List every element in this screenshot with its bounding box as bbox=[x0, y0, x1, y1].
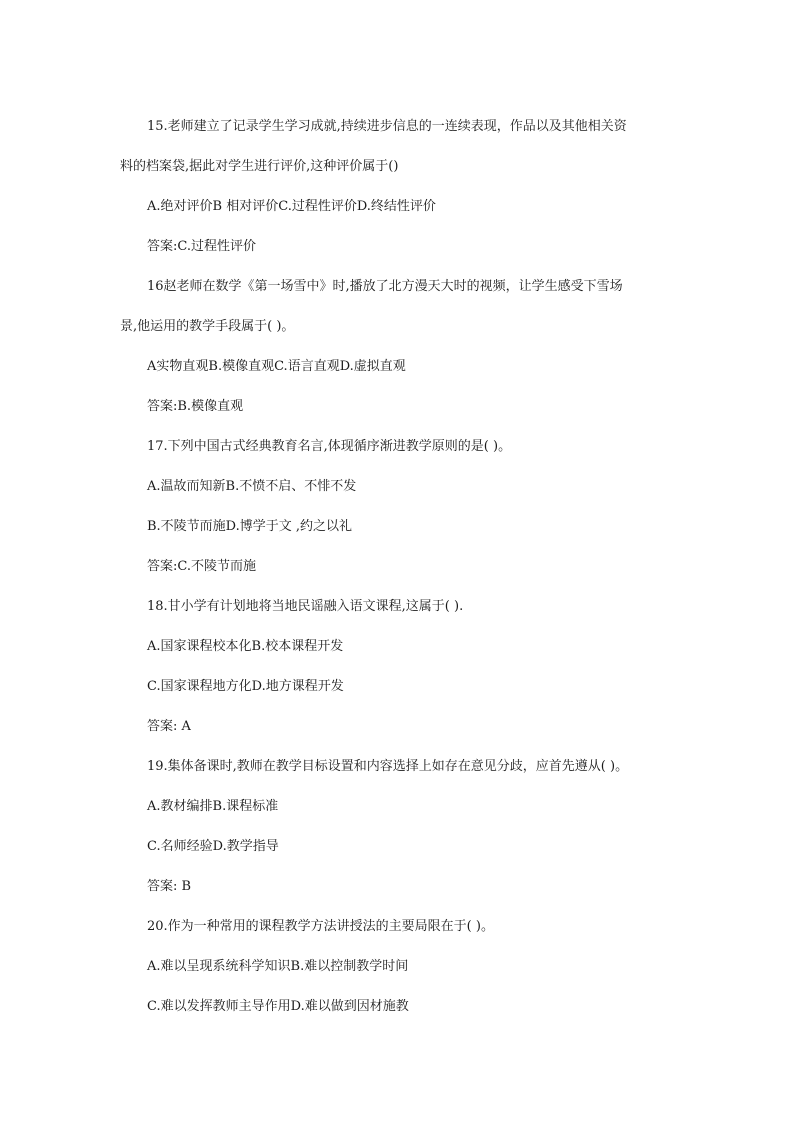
question-20-options-line1: A.难以呈现系统科学知识B.难以控制教学时间 bbox=[147, 959, 409, 974]
question-17-options-line1: A.温故而知新B.不愤不启、不悱不发 bbox=[147, 479, 357, 494]
question-16-answer: 答案:B.模像直观 bbox=[147, 399, 244, 414]
question-18-options-line1: A.国家课程校本化B.校本课程开发 bbox=[147, 639, 344, 654]
question-20-text: 20.作为一种常用的课程教学方法讲授法的主要局限在于( )。 bbox=[147, 919, 494, 934]
question-17-options-line2: B.不陵节而施D.博学于文 ,约之以礼 bbox=[147, 519, 353, 534]
question-16-text-line2: 景,他运用的教学手段属于( )。 bbox=[120, 319, 295, 334]
question-18-answer: 答案: A bbox=[147, 719, 191, 734]
question-20-options-line2: C.难以发挥教师主导作用D.难以做到因材施教 bbox=[147, 999, 409, 1014]
question-19-text: 19.集体备课时,教师在教学目标设置和内容选择上如存在意见分歧，应首先遵从( )。 bbox=[147, 759, 629, 774]
question-19-options-line1: A.教材编排B.课程标准 bbox=[147, 799, 279, 814]
question-16-options: A实物直观B.模像直观C.语言直观D.虚拟直观 bbox=[147, 359, 406, 374]
question-17-text: 17.下列中国古式经典教育名言,体现循序渐进教学原则的是( )。 bbox=[147, 439, 512, 454]
question-16-text-line1: 16赵老师在数学《第一场雪中》时,播放了北方漫天大时的视频，让学生感受下雪场 bbox=[147, 279, 623, 294]
question-18-text: 18.甘小学有计划地将当地民谣融入语文课程,这属于( ). bbox=[147, 599, 464, 614]
question-18-options-line2: C.国家课程地方化D.地方课程开发 bbox=[147, 679, 344, 694]
question-19-options-line2: C.名师经验D.教学指导 bbox=[147, 839, 279, 854]
question-15-text-line1: 15.老师建立了记录学生学习成就,持续进步信息的一连续表现，作品以及其他相关资 bbox=[147, 119, 627, 134]
question-19-answer: 答案: B bbox=[147, 879, 192, 894]
question-15-text-line2: 料的档案袋,据此对学生进行评价,这种评价属于() bbox=[120, 159, 399, 174]
question-17-answer: 答案:C.不陵节而施 bbox=[147, 559, 256, 574]
question-15-options: A.绝对评价B 相对评价C.过程性评价D.终结性评价 bbox=[147, 199, 436, 214]
question-15-answer: 答案:C.过程性评价 bbox=[147, 239, 256, 254]
